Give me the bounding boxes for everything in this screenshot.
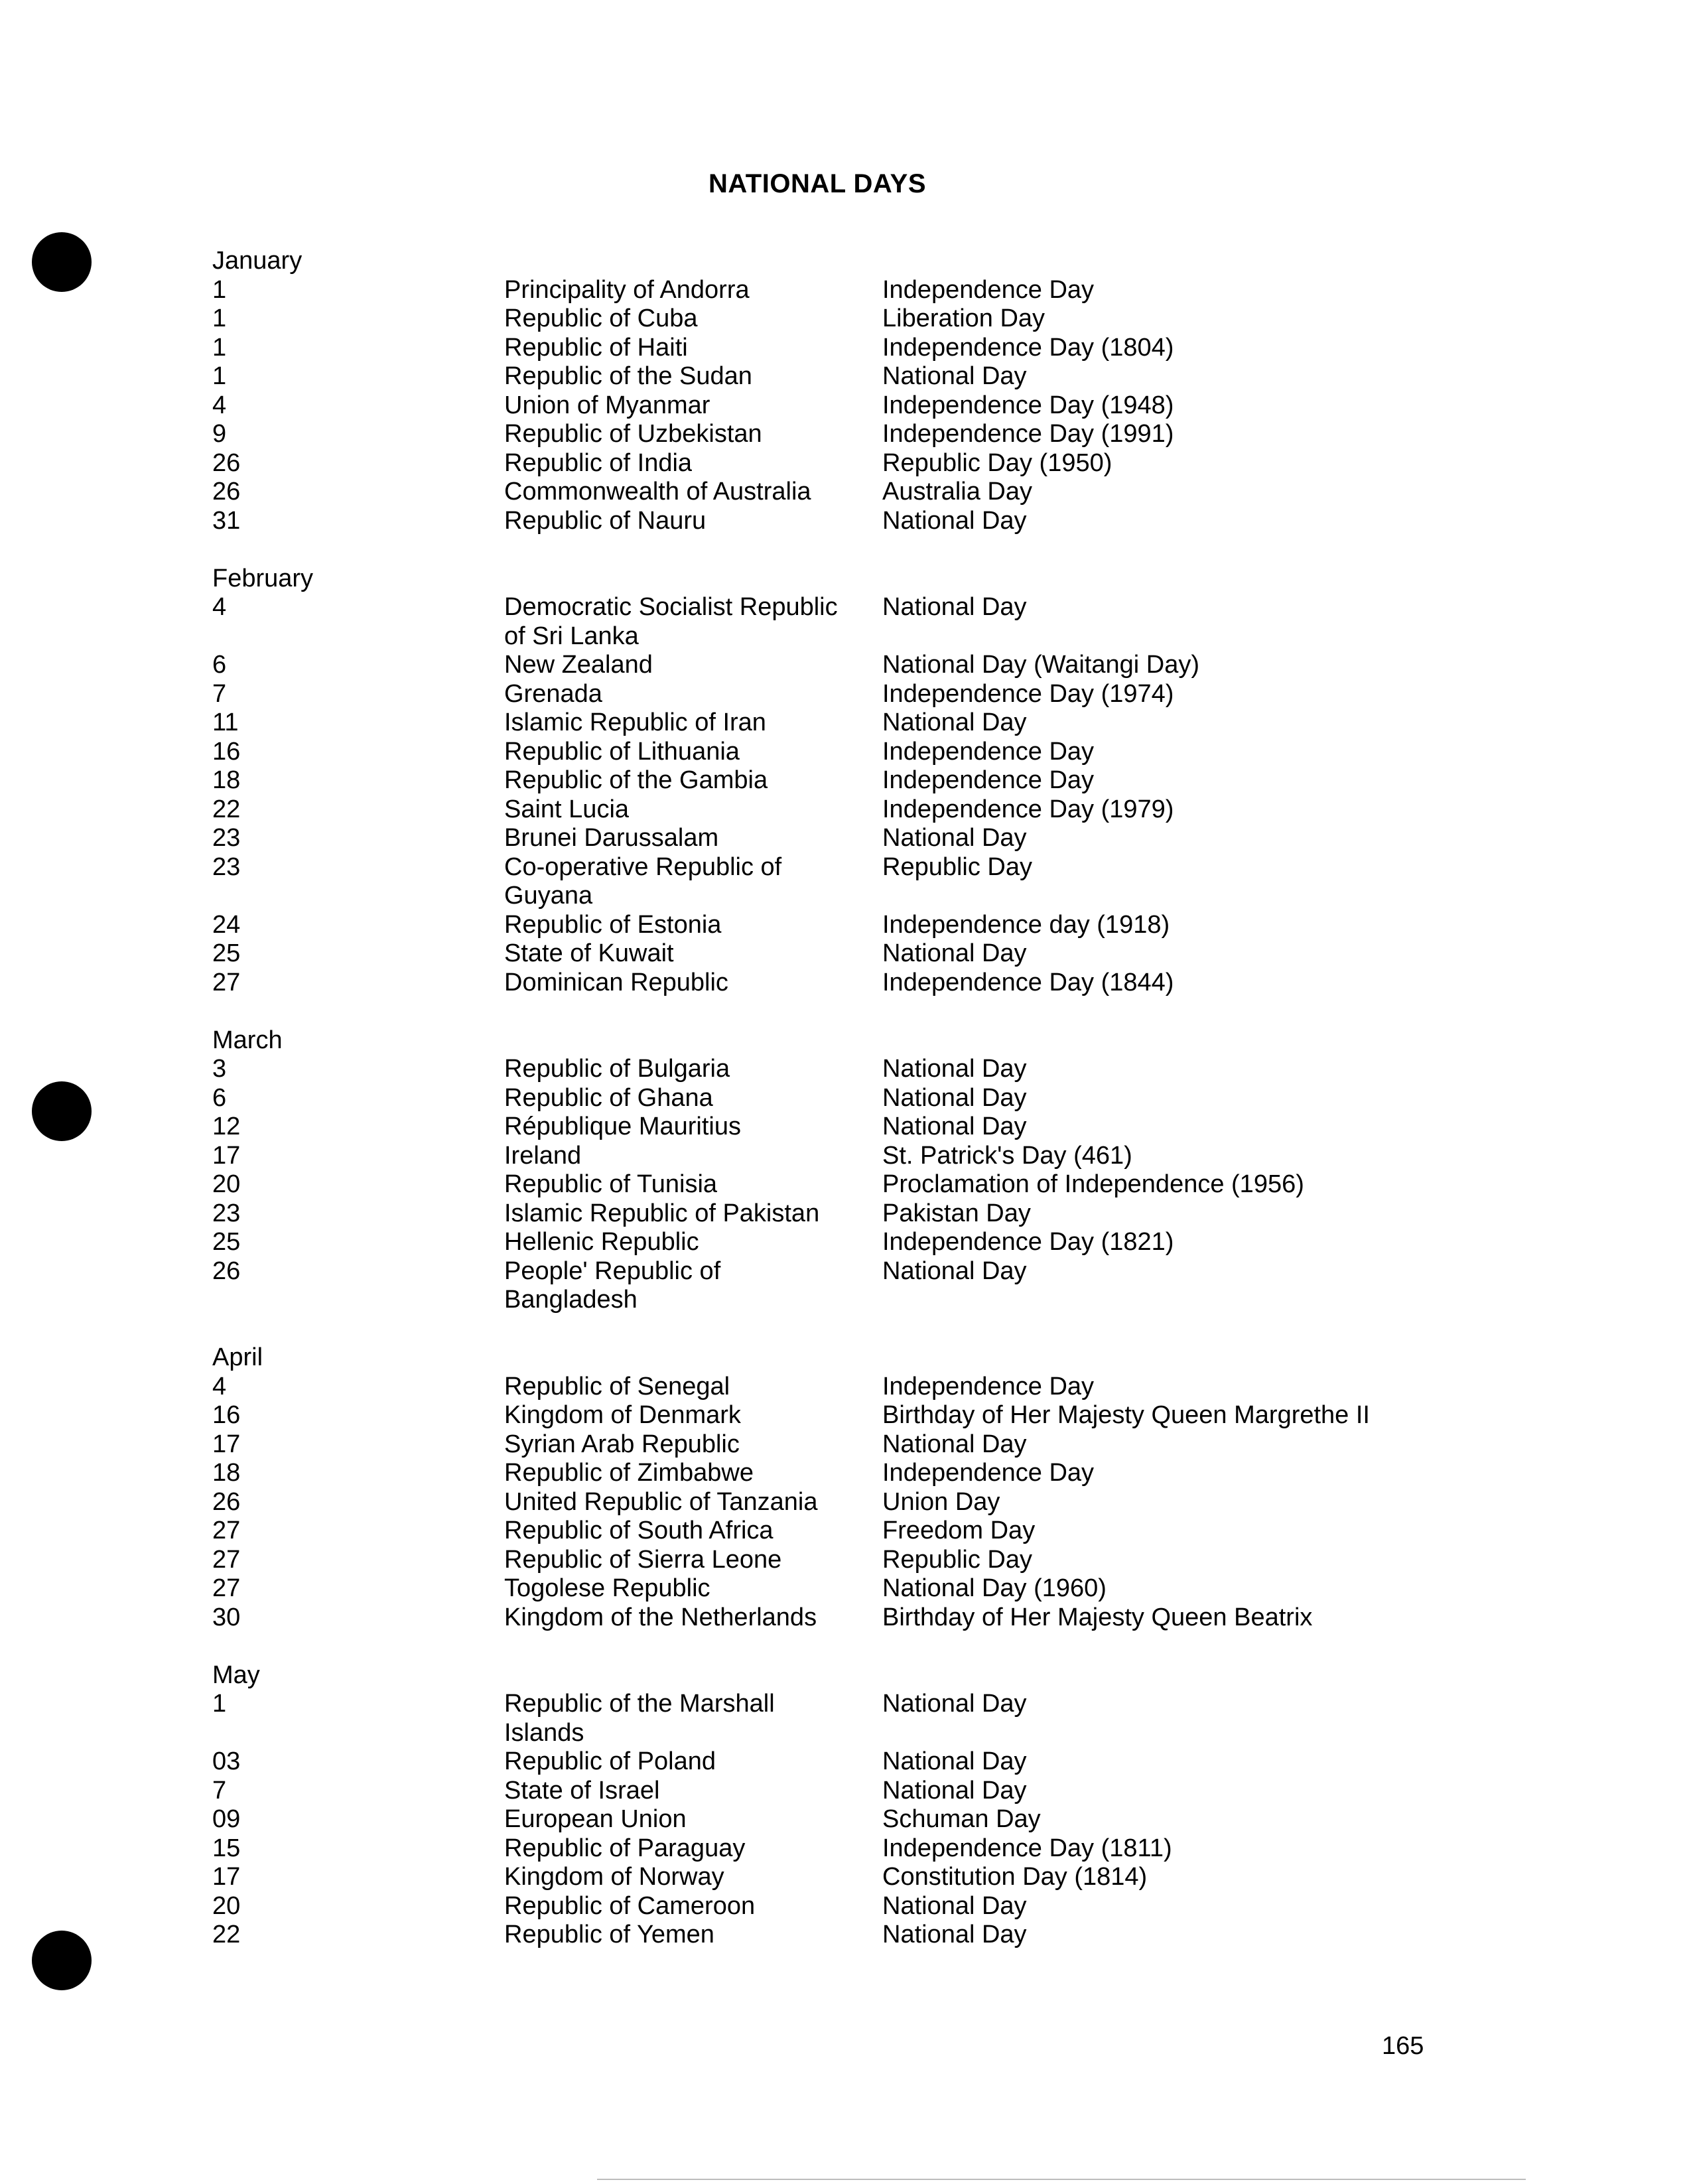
- national-day-row: [212, 507, 1539, 536]
- event-name: Independence Day (1948): [882, 391, 1174, 419]
- month-heading: May: [212, 1661, 260, 1689]
- event-name: Freedom Day: [882, 1517, 1036, 1544]
- national-day-row: [212, 593, 1539, 651]
- country-name-line: of Sri Lanka: [504, 622, 639, 650]
- country-name: [504, 1863, 882, 1892]
- event-name: Republic Day (1950): [882, 448, 1112, 477]
- country-name-line: Republic of Tunisia: [504, 1170, 718, 1198]
- day-number: 22: [212, 1921, 241, 1948]
- event-name: National Day: [882, 593, 1027, 621]
- event-name: Republic Day: [882, 1545, 1032, 1574]
- event-name: Independence Day (1811): [882, 1834, 1172, 1862]
- binder-hole: [32, 1931, 92, 1990]
- country-name: [504, 1459, 882, 1488]
- country-name: [504, 334, 882, 363]
- day-number: 1: [212, 1690, 227, 1718]
- country-name: [504, 1546, 882, 1575]
- national-day-row: [212, 1430, 1539, 1460]
- country-name-line: Republic of Cameroon: [504, 1891, 756, 1920]
- national-day-row: [212, 1834, 1539, 1864]
- national-day-row: [212, 276, 1539, 305]
- country-name: [504, 1113, 882, 1142]
- national-day-row: [212, 939, 1539, 969]
- national-day-row: [212, 1199, 1539, 1229]
- event-name: National Day: [882, 1690, 1027, 1718]
- event-name: Schuman Day: [882, 1805, 1041, 1833]
- day-number: 7: [212, 679, 227, 708]
- country-name: [504, 709, 882, 738]
- day-number: 1: [212, 362, 227, 390]
- national-day-row: [212, 911, 1539, 940]
- day-number: 4: [212, 1372, 227, 1400]
- national-day-row: [212, 334, 1539, 363]
- day-number: 26: [212, 1257, 241, 1285]
- country-name: [504, 738, 882, 767]
- event-name: National Day (Waitangi Day): [882, 651, 1199, 679]
- country-name: [504, 1430, 882, 1460]
- country-name-line: Republic of Zimbabwe: [504, 1459, 754, 1487]
- event-name: Birthday of Her Majesty Queen Beatrix: [882, 1603, 1313, 1631]
- country-name: [504, 1777, 882, 1806]
- event-name: National Day: [882, 1083, 1027, 1112]
- event-name: Proclamation of Independence (1956): [882, 1170, 1304, 1198]
- day-number: 30: [212, 1603, 241, 1631]
- day-number: 23: [212, 1199, 241, 1227]
- national-day-row: [212, 1113, 1539, 1142]
- national-day-row: [212, 1142, 1539, 1171]
- national-day-row: [212, 1546, 1539, 1575]
- event-name: St. Patrick's Day (461): [882, 1141, 1132, 1170]
- national-day-row: [212, 1805, 1539, 1834]
- day-number: 03: [212, 1747, 241, 1775]
- national-day-row: [212, 680, 1539, 709]
- event-name: National Day: [882, 1921, 1027, 1948]
- section-spacer: [212, 1315, 1539, 1344]
- event-name: National Day: [882, 1776, 1027, 1805]
- country-name-line: Republic of Lithuania: [504, 737, 740, 766]
- country-name: [504, 795, 882, 825]
- country-name-line: Republic of Paraguay: [504, 1834, 746, 1862]
- event-name: National Day: [882, 709, 1027, 736]
- day-number: 27: [212, 1574, 241, 1602]
- country-name: [504, 305, 882, 334]
- national-day-row: [212, 1690, 1539, 1747]
- day-number: 7: [212, 1776, 227, 1805]
- day-number: 1: [212, 305, 227, 332]
- country-name-line: Syrian Arab Republic: [504, 1430, 740, 1458]
- country-name: [504, 1517, 882, 1546]
- country-name: [504, 969, 882, 998]
- month-section: [212, 247, 1539, 535]
- country-name-line: Republic of Bulgaria: [504, 1055, 730, 1083]
- national-day-row: [212, 362, 1539, 391]
- country-name-line: Democratic Socialist Republic: [504, 593, 838, 621]
- day-number: 17: [212, 1141, 241, 1170]
- national-day-row: [212, 969, 1539, 998]
- country-name-line: State of Kuwait: [504, 939, 674, 967]
- event-name: National Day: [882, 824, 1027, 852]
- event-name: Birthday of Her Majesty Queen Margrethe II: [882, 1401, 1370, 1429]
- country-name-line: Republic of Ghana: [504, 1083, 713, 1112]
- national-day-row: [212, 391, 1539, 421]
- month-heading: March: [212, 1026, 283, 1054]
- country-name: [504, 1690, 882, 1747]
- day-number: 6: [212, 1083, 227, 1112]
- page-title: NATIONAL DAYS: [708, 169, 927, 198]
- day-number: 11: [212, 709, 239, 736]
- country-name: [504, 1170, 882, 1199]
- day-number: 4: [212, 593, 227, 621]
- national-day-row: [212, 1777, 1539, 1806]
- country-name: [504, 1805, 882, 1834]
- binder-hole: [32, 1081, 92, 1141]
- event-name: Independence day (1918): [882, 910, 1170, 939]
- national-day-row: [212, 824, 1539, 853]
- event-name: Independence Day: [882, 1372, 1095, 1400]
- day-number: 27: [212, 968, 241, 996]
- national-day-row: [212, 1257, 1539, 1315]
- event-name: Union Day: [882, 1487, 1000, 1516]
- event-name: National Day: [882, 939, 1027, 967]
- country-name: [504, 1228, 882, 1257]
- day-number: 6: [212, 651, 227, 679]
- country-name-line: Brunei Darussalam: [504, 824, 719, 852]
- day-number: 4: [212, 391, 227, 419]
- event-name: National Day: [882, 1257, 1027, 1285]
- national-day-row: [212, 1892, 1539, 1921]
- event-name: National Day: [882, 506, 1027, 535]
- country-name-line: Saint Lucia: [504, 795, 630, 823]
- day-number: 23: [212, 824, 241, 852]
- national-day-row: [212, 1604, 1539, 1633]
- country-name-line: Co-operative Republic of: [504, 853, 782, 881]
- day-number: 17: [212, 1863, 241, 1891]
- national-days-list: [212, 247, 1539, 1950]
- national-day-row: [212, 1055, 1539, 1084]
- country-name: [504, 911, 882, 940]
- day-number: 09: [212, 1805, 241, 1833]
- country-name-line: Islands: [504, 1718, 584, 1747]
- page-number: 165: [1382, 2032, 1424, 2060]
- month-section: [212, 1661, 1539, 1950]
- day-number: 24: [212, 910, 241, 939]
- national-day-row: [212, 795, 1539, 825]
- country-name: [504, 391, 882, 421]
- national-day-row: [212, 651, 1539, 680]
- national-day-row: [212, 420, 1539, 449]
- national-day-row: [212, 853, 1539, 911]
- day-number: 20: [212, 1170, 241, 1198]
- day-number: 16: [212, 1401, 241, 1429]
- national-day-row: [212, 449, 1539, 478]
- country-name: [504, 1142, 882, 1171]
- national-day-row: [212, 1228, 1539, 1257]
- national-day-row: [212, 1574, 1539, 1604]
- event-name: Independence Day (1844): [882, 968, 1174, 996]
- country-name-line: People' Republic of: [504, 1257, 721, 1285]
- country-name-line: Republic of the Sudan: [504, 362, 752, 390]
- month-section: [212, 1343, 1539, 1632]
- day-number: 16: [212, 737, 241, 766]
- country-name: [504, 507, 882, 536]
- national-day-row: [212, 478, 1539, 507]
- national-day-row: [212, 1488, 1539, 1517]
- country-name-line: Republic of Poland: [504, 1747, 716, 1775]
- day-number: 9: [212, 420, 227, 448]
- event-name: Independence Day (1991): [882, 420, 1174, 448]
- day-number: 25: [212, 1228, 241, 1256]
- month-heading: January: [212, 247, 303, 275]
- country-name: [504, 1084, 882, 1113]
- day-number: 17: [212, 1430, 241, 1458]
- country-name-line: Hellenic Republic: [504, 1228, 699, 1256]
- national-day-row: [212, 1084, 1539, 1113]
- country-name-line: Ireland: [504, 1141, 582, 1170]
- day-number: 26: [212, 478, 241, 506]
- national-day-row: [212, 1747, 1539, 1777]
- month-heading: February: [212, 564, 314, 592]
- country-name-line: Islamic Republic of Iran: [504, 709, 766, 736]
- event-name: Republic Day: [882, 853, 1032, 881]
- event-name: Independence Day: [882, 737, 1095, 766]
- country-name: [504, 1257, 882, 1315]
- day-number: 12: [212, 1113, 241, 1140]
- country-name: [504, 1921, 882, 1950]
- day-number: 1: [212, 275, 227, 304]
- event-name: Constitution Day (1814): [882, 1863, 1148, 1891]
- country-name: [504, 1747, 882, 1777]
- country-name-line: Grenada: [504, 679, 602, 708]
- country-name: [504, 276, 882, 305]
- country-name-line: République Mauritius: [504, 1113, 741, 1140]
- national-day-row: [212, 1373, 1539, 1402]
- month-section: [212, 565, 1539, 998]
- country-name: [504, 362, 882, 391]
- country-name: [504, 1604, 882, 1633]
- event-name: Independence Day: [882, 766, 1095, 794]
- event-name: National Day: [882, 1747, 1027, 1775]
- day-number: 23: [212, 853, 241, 881]
- month-heading: April: [212, 1343, 263, 1371]
- country-name: [504, 1401, 882, 1430]
- event-name: Liberation Day: [882, 305, 1045, 332]
- country-name-line: United Republic of Tanzania: [504, 1487, 818, 1516]
- country-name: [504, 766, 882, 795]
- national-day-row: [212, 1517, 1539, 1546]
- national-day-row: [212, 1921, 1539, 1950]
- event-name: Independence Day (1821): [882, 1228, 1174, 1256]
- event-name: National Day: [882, 1113, 1027, 1140]
- event-name: Independence Day: [882, 275, 1095, 304]
- country-name: [504, 1055, 882, 1084]
- country-name-line: Union of Myanmar: [504, 391, 710, 419]
- country-name: [504, 1373, 882, 1402]
- country-name-line: Principality of Andorra: [504, 275, 750, 304]
- country-name-line: Republic of Uzbekistan: [504, 420, 762, 448]
- day-number: 22: [212, 795, 241, 823]
- country-name: [504, 1892, 882, 1921]
- event-name: Australia Day: [882, 478, 1032, 506]
- event-name: Independence Day: [882, 1459, 1095, 1487]
- day-number: 26: [212, 1487, 241, 1516]
- section-spacer: [212, 1632, 1539, 1661]
- event-name: National Day: [882, 1055, 1027, 1083]
- country-name: [504, 1199, 882, 1229]
- day-number: 20: [212, 1891, 241, 1920]
- country-name-line: Guyana: [504, 882, 593, 910]
- event-name: National Day (1960): [882, 1574, 1107, 1602]
- country-name-line: Republic of Haiti: [504, 333, 688, 362]
- event-name: National Day: [882, 1891, 1027, 1920]
- country-name-line: New Zealand: [504, 651, 653, 679]
- day-number: 1: [212, 333, 227, 362]
- country-name: [504, 939, 882, 969]
- country-name-line: Republic of Cuba: [504, 305, 698, 332]
- country-name-line: Republic of Sierra Leone: [504, 1545, 782, 1574]
- country-name: [504, 449, 882, 478]
- event-name: Independence Day (1804): [882, 333, 1174, 362]
- country-name-line: Republic of the Gambia: [504, 766, 768, 794]
- country-name: [504, 420, 882, 449]
- day-number: 27: [212, 1517, 241, 1544]
- country-name-line: Republic of Estonia: [504, 910, 722, 939]
- country-name: [504, 824, 882, 853]
- section-spacer: [212, 535, 1539, 565]
- country-name: [504, 593, 882, 651]
- day-number: 25: [212, 939, 241, 967]
- country-name-line: European Union: [504, 1805, 687, 1833]
- day-number: 31: [212, 506, 241, 535]
- day-number: 27: [212, 1545, 241, 1574]
- day-number: 18: [212, 766, 241, 794]
- country-name: [504, 680, 882, 709]
- country-name-line: Commonwealth of Australia: [504, 478, 811, 506]
- event-name: Independence Day (1974): [882, 679, 1174, 708]
- day-number: 15: [212, 1834, 241, 1862]
- country-name-line: Kingdom of Norway: [504, 1863, 724, 1891]
- day-number: 26: [212, 448, 241, 477]
- country-name-line: Republic of South Africa: [504, 1517, 774, 1544]
- country-name: [504, 1574, 882, 1604]
- scan-edge-line: [597, 2179, 1526, 2180]
- country-name-line: Togolese Republic: [504, 1574, 710, 1602]
- country-name: [504, 1834, 882, 1864]
- section-spacer: [212, 997, 1539, 1026]
- event-name: National Day: [882, 362, 1027, 390]
- country-name-line: State of Israel: [504, 1776, 660, 1805]
- country-name: [504, 1488, 882, 1517]
- day-number: 18: [212, 1459, 241, 1487]
- national-day-row: [212, 1863, 1539, 1892]
- country-name-line: Bangladesh: [504, 1286, 638, 1314]
- event-name: Pakistan Day: [882, 1199, 1031, 1227]
- country-name: [504, 478, 882, 507]
- national-day-row: [212, 1401, 1539, 1430]
- country-name-line: Dominican Republic: [504, 968, 728, 996]
- national-day-row: [212, 1459, 1539, 1488]
- national-day-row: [212, 738, 1539, 767]
- country-name-line: Islamic Republic of Pakistan: [504, 1199, 820, 1227]
- country-name-line: Republic of Yemen: [504, 1921, 714, 1948]
- country-name-line: Kingdom of the Netherlands: [504, 1603, 817, 1631]
- national-day-row: [212, 1170, 1539, 1199]
- country-name-line: Republic of Senegal: [504, 1372, 730, 1400]
- country-name-line: Republic of Nauru: [504, 506, 707, 535]
- country-name: [504, 651, 882, 680]
- month-section: [212, 1026, 1539, 1315]
- national-day-row: [212, 709, 1539, 738]
- event-name: Independence Day (1979): [882, 795, 1174, 823]
- national-day-row: [212, 766, 1539, 795]
- event-name: National Day: [882, 1430, 1027, 1458]
- day-number: 3: [212, 1055, 227, 1083]
- country-name-line: Republic of the Marshall: [504, 1690, 775, 1718]
- country-name-line: Republic of India: [504, 448, 693, 477]
- binder-hole: [32, 232, 92, 292]
- national-day-row: [212, 305, 1539, 334]
- country-name-line: Kingdom of Denmark: [504, 1401, 741, 1429]
- country-name: [504, 853, 882, 911]
